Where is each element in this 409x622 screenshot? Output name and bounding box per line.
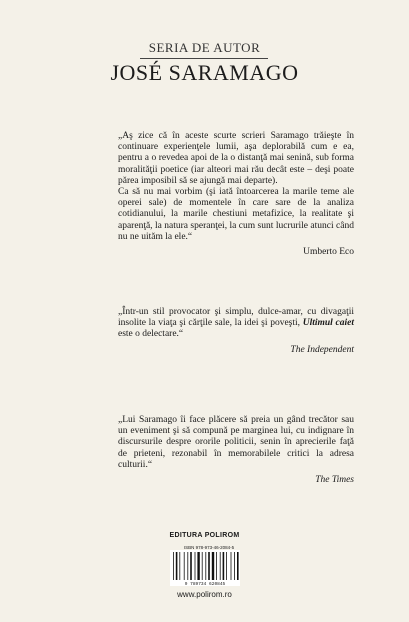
quote-source: The Independent — [290, 344, 354, 355]
header-divider — [140, 58, 268, 59]
quote-text-end: este o delectare.“ — [118, 329, 184, 340]
quote-paragraph: „Aş zice că în aceste scurte scrieri Saramago trăieşte în continuare experienţele lumii, aşa deplorabilă cum e ea, pentru a o revedea apoi de la o distanţă mai senină, sub forma moralităţii poetice (iar alteori mai rău decât este – deşi poate părea imposibil să se ajungă mai departe). — [118, 131, 354, 186]
book-title: Ultimul caiet — [302, 318, 354, 329]
barcode-digits: 9 789734 620845 — [184, 582, 226, 587]
barcode-icon — [170, 550, 240, 586]
quote-the-times — [118, 415, 354, 486]
series-label: SERIA DE AUTOR — [148, 40, 261, 55]
quote-paragraph: „Lui Saramago îi face plăcere să preia un gând trecător sau un eveniment şi să compună pe marginea lui, cu indignare în discursurile despre ororile politicii, senin în aprecierile faţă de prieteni, rezonabil în memorabilele critici la adresa culturii.“ — [118, 415, 354, 470]
quote-umberto-eco — [118, 131, 354, 258]
quote-the-independent — [118, 307, 354, 356]
quote-paragraph — [118, 307, 354, 341]
quote-text-start: „Într-un stil provocator şi simplu, dulce-amar, cu divagaţii insolite la viaţa şi cărţile sale, la idei şi poveşti, — [118, 307, 354, 329]
quote-source: The Times — [315, 475, 354, 486]
publisher-name: EDITURA POLIROM — [169, 532, 240, 539]
isbn-text: ISBN 978-973-46-2084-5 — [183, 545, 235, 550]
author-name: JOSÉ SARAMAGO — [110, 60, 299, 85]
quote-source: Umberto Eco — [303, 247, 354, 258]
publisher-website: www.polirom.ro — [177, 590, 232, 599]
quote-paragraph: Ca să nu mai vorbim (şi iată întoarcerea la marile teme ale operei sale) de momentele în care sare de la analiza cotidianului, la marile chestiuni metafizice, la realitate şi aparenţă, la natura speranţei, la cum sunt lucrurile atunci când nu ne uităm la ele.“ — [118, 187, 354, 242]
